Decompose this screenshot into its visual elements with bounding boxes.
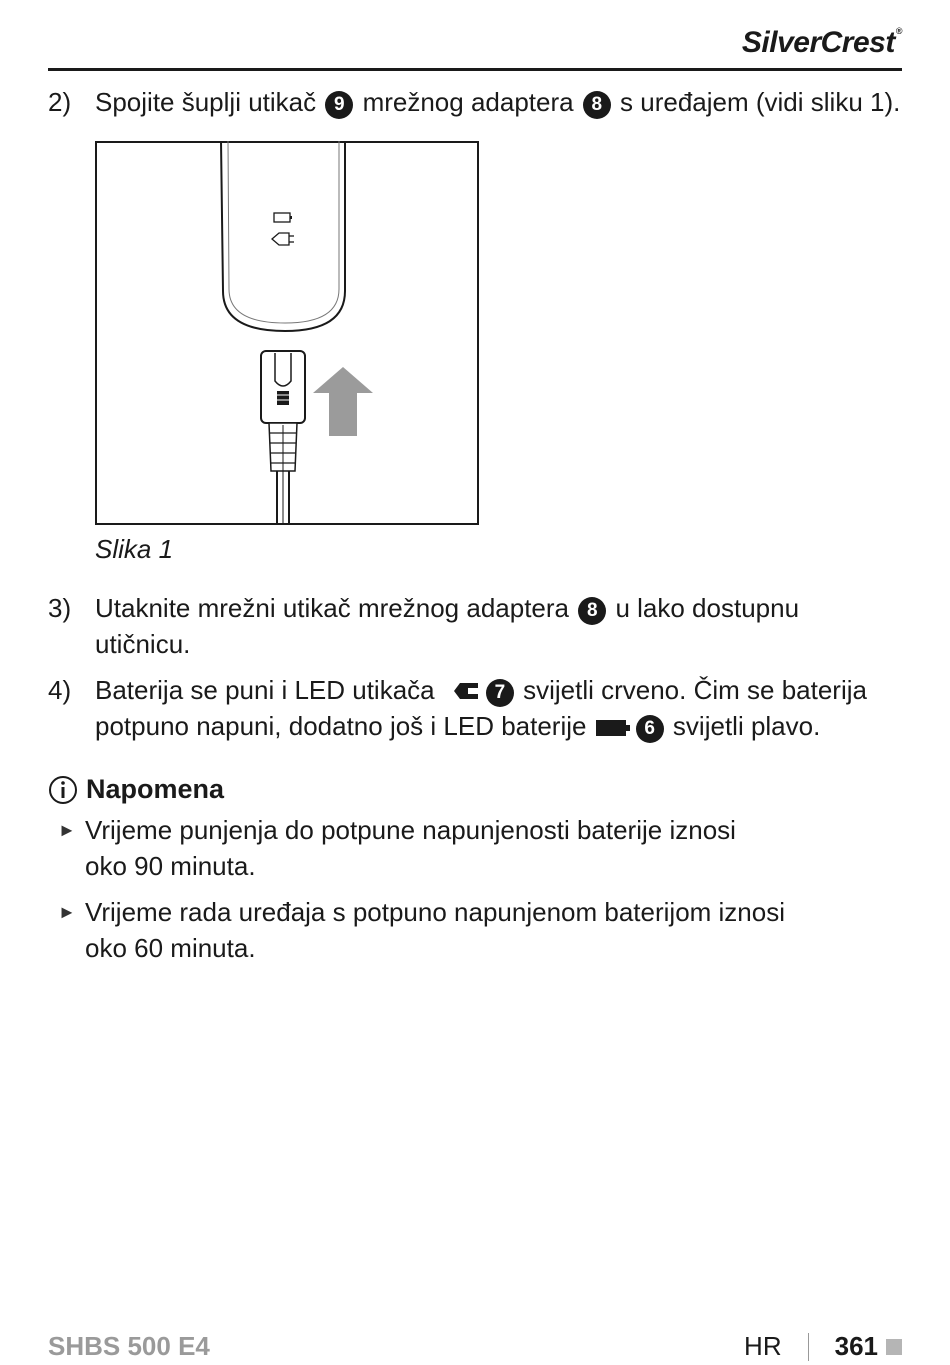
note-bullet: ► Vrijeme rada uređaja s potpuno napunjenom baterijom iznosi oko 60 minuta. xyxy=(58,894,785,966)
footer-language: HR xyxy=(744,1331,782,1361)
step-2 xyxy=(48,84,908,120)
header-rule xyxy=(48,68,902,71)
bullet-arrow-icon: ► xyxy=(58,902,76,922)
figure-1 xyxy=(95,141,479,525)
step-text: Utaknite mrežni utikač mrežnog adaptera 8 u lako dostupnu utičnicu. xyxy=(95,593,800,659)
footer-divider xyxy=(808,1333,809,1361)
step-3 xyxy=(48,590,838,662)
step-number: 2) xyxy=(48,87,72,117)
callout-7: 7 xyxy=(486,679,514,707)
callout-6: 6 xyxy=(636,715,664,743)
note-bullet: ► Vrijeme punjenja do potpune napunjenosti baterije iznosi oko 90 minuta. xyxy=(58,812,785,884)
info-icon xyxy=(48,775,78,805)
footer-model: SHBS 500 E4 xyxy=(48,1331,210,1361)
page-number: 361 xyxy=(834,1331,878,1361)
callout-8: 8 xyxy=(578,597,606,625)
plug-led-icon xyxy=(444,680,482,702)
footer-page-info xyxy=(744,1331,902,1362)
note-heading: Napomena xyxy=(48,774,224,805)
step-number: 4) xyxy=(48,675,72,705)
step-number: 3) xyxy=(48,593,72,623)
step-text: Baterija se puni i LED utikača 7 svijetli crveno. Čim se baterija potpuno napuni, dodatno još i LED baterije 6 svijetli plavo. xyxy=(95,675,867,741)
footer-square-icon xyxy=(886,1339,902,1355)
step-text: Spojite šuplji utikač 9 mrežnog adaptera 8 s uređajem (vidi sliku 1). xyxy=(95,87,901,117)
callout-8: 8 xyxy=(583,91,611,119)
charging-illustration xyxy=(95,141,479,525)
callout-9: 9 xyxy=(325,91,353,119)
step-4 xyxy=(48,672,878,744)
figure-caption: Slika 1 xyxy=(95,534,174,564)
bullet-arrow-icon: ► xyxy=(58,820,76,840)
battery-led-icon xyxy=(596,718,632,738)
brand-logo: SilverCrest® xyxy=(741,26,902,59)
